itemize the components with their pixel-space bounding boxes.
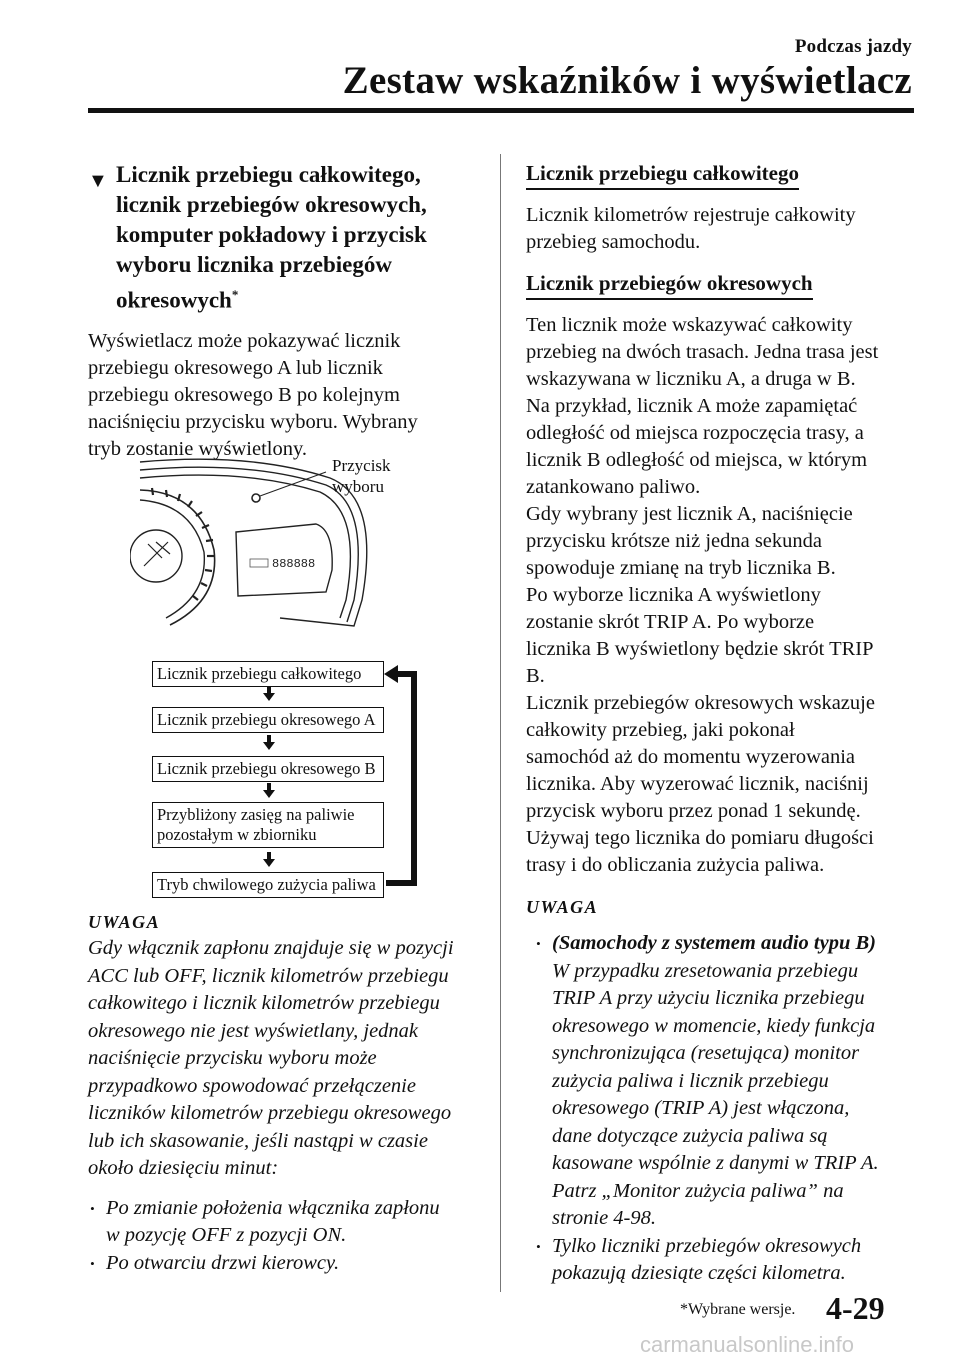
heading-line: licznik przebiegów okresowych, (116, 192, 427, 217)
down-arrow-icon (263, 852, 275, 868)
note-bullet: • (Samochody z systemem audio typu B) W przypadku zresetowania przebiegu TRIP A przy użyciu licznika przebiegu okresowego w momencie, kiedy funkcja synchronizująca (resetująca) monitor zużycia paliwa i licznik przebiegu okresowego (TRIP A) jest włączona, dane dotyczące zużycia paliwa są kasowane wspólnie z danymi w TRIP A. Patrz „Monitor zużycia paliwa” na stronie 4-98. (534, 930, 921, 1233)
chapter-label: Podczas jazdy (794, 36, 912, 57)
down-arrow-icon (263, 686, 275, 702)
return-arrow-icon (382, 662, 422, 892)
footnote: *Wybrane wersje. (680, 1301, 796, 1318)
heading-line: wyboru licznika przebiegów (116, 252, 392, 277)
lcd-digits: 888888 (272, 557, 316, 571)
flow-step-fuel-economy: Tryb chwilowego zużycia paliwa (152, 872, 384, 898)
heading-line: okresowych* (116, 287, 239, 313)
odometer-paragraph: Licznik kilometrów rejestruje całkowity przebieg samochodu. (526, 204, 856, 253)
flow-step-odometer: Licznik przebiegu całkowitego (152, 661, 384, 687)
note-bullet: • Po zmianie położenia włącznika zapłonu w pozycję OFF z pozycji ON. (88, 1195, 483, 1250)
select-button-callout: Przycisk wyboru (332, 456, 391, 496)
down-arrow-icon (263, 735, 275, 751)
subheading-trip-meter: Licznik przebiegów okresowych (526, 270, 813, 300)
flow-step-trip-a: Licznik przebiegu okresowego A (152, 707, 384, 733)
page-title: Zestaw wskaźników i wyświetlacz (342, 59, 912, 102)
trip-meter-paragraph: Ten licznik może wskazywać całkowity przebieg na dwóch trasach. Jedna trasa jest wskazywana w liczniku A, a druga w B. Na przykład, licznik A może zapamiętać odległość od miejsca rozpoczęcia trasy, a licznik B odległość od miejsca, w którym zatankowano paliwo. Gdy wybrany jest licznik A, naciśnięcie przycisku krótsze niż jedna sekunda spowoduje zmianę na tryb licznika B. Po wyborze licznika A wyświetlony zostanie skrót TRIP A. Po wyborze licznika B wyświetlony będzie skrót TRIP B. Licznik przebiegów okresowych wskazuje całkowity przebieg, jaki pokonał samochód aż do momentu wyzerowania licznika. Aby wyzerować licznik, naciśnij przycisk wyboru przez ponad 1 sekundę. Używaj tego licznika do pomiaru długości trasy i do obliczania zużycia paliwa. (526, 314, 879, 876)
heading-line: komputer pokładowy i przycisk (116, 222, 427, 247)
note-title: UWAGA (88, 912, 161, 932)
watermark: carmanualsonline.info (640, 1332, 855, 1357)
left-column (88, 160, 478, 463)
note-bullet: • Tylko liczniki przebiegów okresowych pokazują dziesiąte części kilometra. (534, 1233, 921, 1288)
column-divider (500, 154, 501, 1292)
subheading-odometer: Licznik przebiegu całkowitego (526, 160, 799, 190)
note-title: UWAGA (526, 897, 599, 917)
section-heading (88, 160, 478, 316)
intro-paragraph: Wyświetlacz może pokazywać licznik przebiegu okresowego A lub licznik przebiegu okresowego B po kolejnym naciśnięciu przycisku wyboru. Wybrany tryb zostanie wyświetlony. (88, 329, 418, 460)
right-column (526, 160, 921, 1288)
note-bullet: • Po otwarciu drzwi kierowcy. (88, 1250, 483, 1278)
heading-line: Licznik przebiegu całkowitego, (116, 162, 421, 187)
down-arrow-icon (263, 783, 275, 799)
flow-step-trip-b: Licznik przebiegu okresowego B (152, 756, 384, 782)
header-rule (88, 108, 914, 113)
triangle-marker-icon: ▼ (88, 170, 108, 192)
flow-step-range: Przybliżony zasięg na paliwie pozostałym w zbiorniku (152, 802, 384, 848)
asterisk-mark: * (231, 287, 239, 302)
page-number: 4-29 (826, 1290, 885, 1326)
note-left: UWAGA Gdy włącznik zapłonu znajduje się w pozycji ACC lub OFF, licznik kilometrów przebiegu całkowitego i licznik kilometrów przebiegu okresowego nie jest wyświetlany, jednak naciśnięcie przycisku wyboru może przypadkowo spowodować przełączenie liczników kilometrów przebiegu okresowego lub ich skasowanie, jeśli nastąpi w czasie około dziesięciu minut: • Po zmianie położenia włącznika zapłonu w pozycję OFF z pozycji ON. • Po otwarciu drzwi kierowcy. (88, 912, 483, 1277)
